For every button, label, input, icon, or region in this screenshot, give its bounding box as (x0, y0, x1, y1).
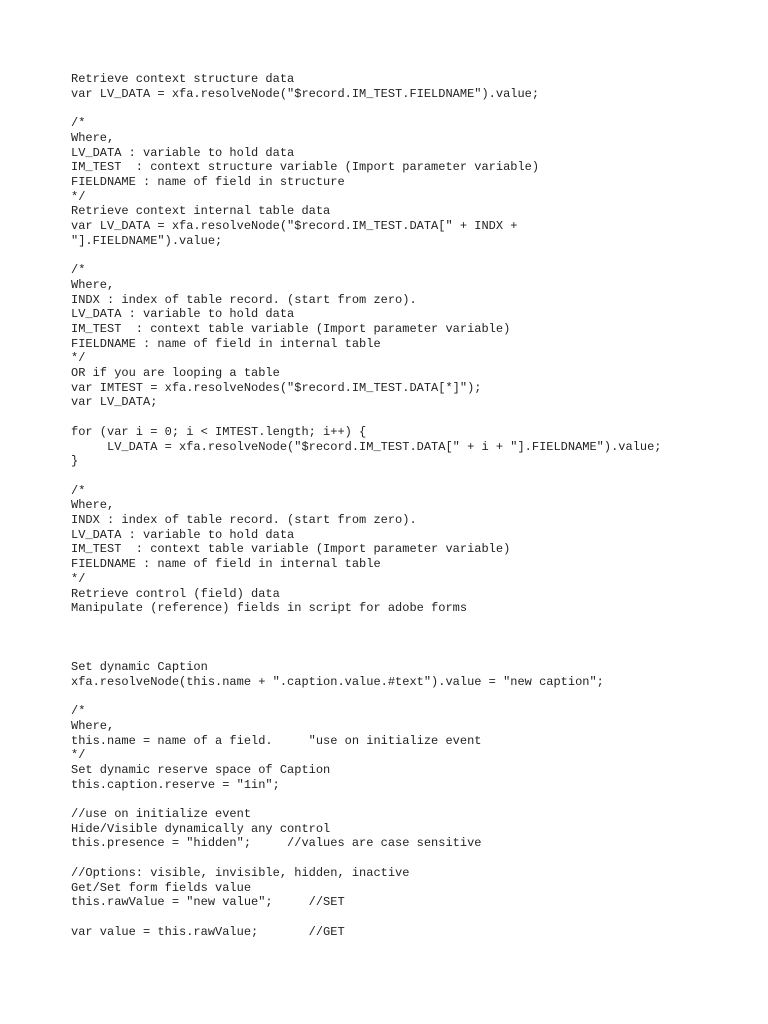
text-line (71, 689, 751, 704)
text-line: FIELDNAME : name of field in internal table (71, 336, 381, 351)
text-line: "].FIELDNAME").value; (71, 233, 223, 248)
text-line: Set dynamic reserve space of Caption (71, 762, 331, 777)
text-line: LV_DATA = xfa.resolveNode("$record.IM_TEST.DATA[" + i + "].FIELDNAME").value; (71, 439, 662, 454)
text-line (71, 616, 751, 631)
text-line: OR if you are looping a table (71, 366, 280, 381)
text-line: this.caption.reserve = "1in"; (71, 777, 280, 792)
text-line: LV_DATA : variable to hold data (71, 527, 295, 542)
text-line: var value = this.rawValue; //GET (71, 924, 345, 939)
text-line (71, 410, 751, 425)
text-line: FIELDNAME : name of field in internal table (71, 557, 381, 572)
text-line: LV_DATA : variable to hold data (71, 307, 295, 322)
text-line: Hide/Visible dynamically any control (71, 821, 331, 836)
text-line: /* (71, 704, 86, 719)
text-line: INDX : index of table record. (start from zero). (71, 513, 417, 528)
text-line: this.presence = "hidden"; //values are case sensitive (71, 836, 482, 851)
text-line (71, 248, 751, 263)
text-line: //use on initialize event (71, 807, 252, 822)
text-line: xfa.resolveNode(this.name + ".caption.value.#text").value = "new caption"; (71, 674, 604, 689)
text-line: Retrieve context internal table data (71, 204, 331, 219)
text-line: this.name = name of a field. "use on initialize event (71, 733, 482, 748)
text-line: Get/Set form fields value (71, 880, 252, 895)
text-line: */ (71, 189, 86, 204)
text-line: var IMTEST = xfa.resolveNodes("$record.IM_TEST.DATA[*]"); (71, 380, 482, 395)
text-line: Where, (71, 498, 115, 513)
text-line: Set dynamic Caption (71, 660, 208, 675)
text-line (71, 645, 751, 660)
text-line: Retrieve context structure data (71, 72, 295, 86)
text-line (71, 469, 751, 484)
text-line: Retrieve control (field) data (71, 586, 280, 601)
code-text-block (71, 72, 751, 939)
text-line: var LV_DATA = xfa.resolveNode("$record.IM_TEST.DATA[" + INDX + (71, 219, 518, 234)
text-line: this.rawValue = "new value"; //SET (71, 895, 345, 910)
text-line: IM_TEST : context structure variable (Import parameter variable) (71, 160, 540, 175)
text-line: IM_TEST : context table variable (Import parameter variable) (71, 542, 511, 557)
text-line: for (var i = 0; i < IMTEST.length; i++) { (71, 424, 367, 439)
text-line: */ (71, 351, 86, 366)
text-line (71, 792, 751, 807)
text-line: INDX : index of table record. (start from zero). (71, 292, 417, 307)
text-line: */ (71, 571, 86, 586)
text-line (71, 910, 751, 925)
text-line (71, 101, 751, 116)
text-line: /* (71, 483, 86, 498)
text-line (71, 851, 751, 866)
text-line: Manipulate (reference) fields in script for adobe forms (71, 601, 468, 616)
text-line: //Options: visible, invisible, hidden, inactive (71, 865, 410, 880)
text-line: var LV_DATA; (71, 395, 158, 410)
text-line: /* (71, 263, 86, 278)
text-line: */ (71, 748, 86, 763)
text-line: IM_TEST : context table variable (Import parameter variable) (71, 321, 511, 336)
text-line: /* (71, 116, 86, 131)
text-line: } (71, 454, 79, 469)
text-line: Where, (71, 718, 115, 733)
text-line (71, 631, 751, 646)
text-line: LV_DATA : variable to hold data (71, 145, 295, 160)
text-line: var LV_DATA = xfa.resolveNode("$record.IM_TEST.FIELDNAME").value; (71, 86, 540, 101)
text-line: FIELDNAME : name of field in structure (71, 174, 345, 189)
text-line: Where, (71, 277, 115, 292)
text-line: Where, (71, 130, 115, 145)
